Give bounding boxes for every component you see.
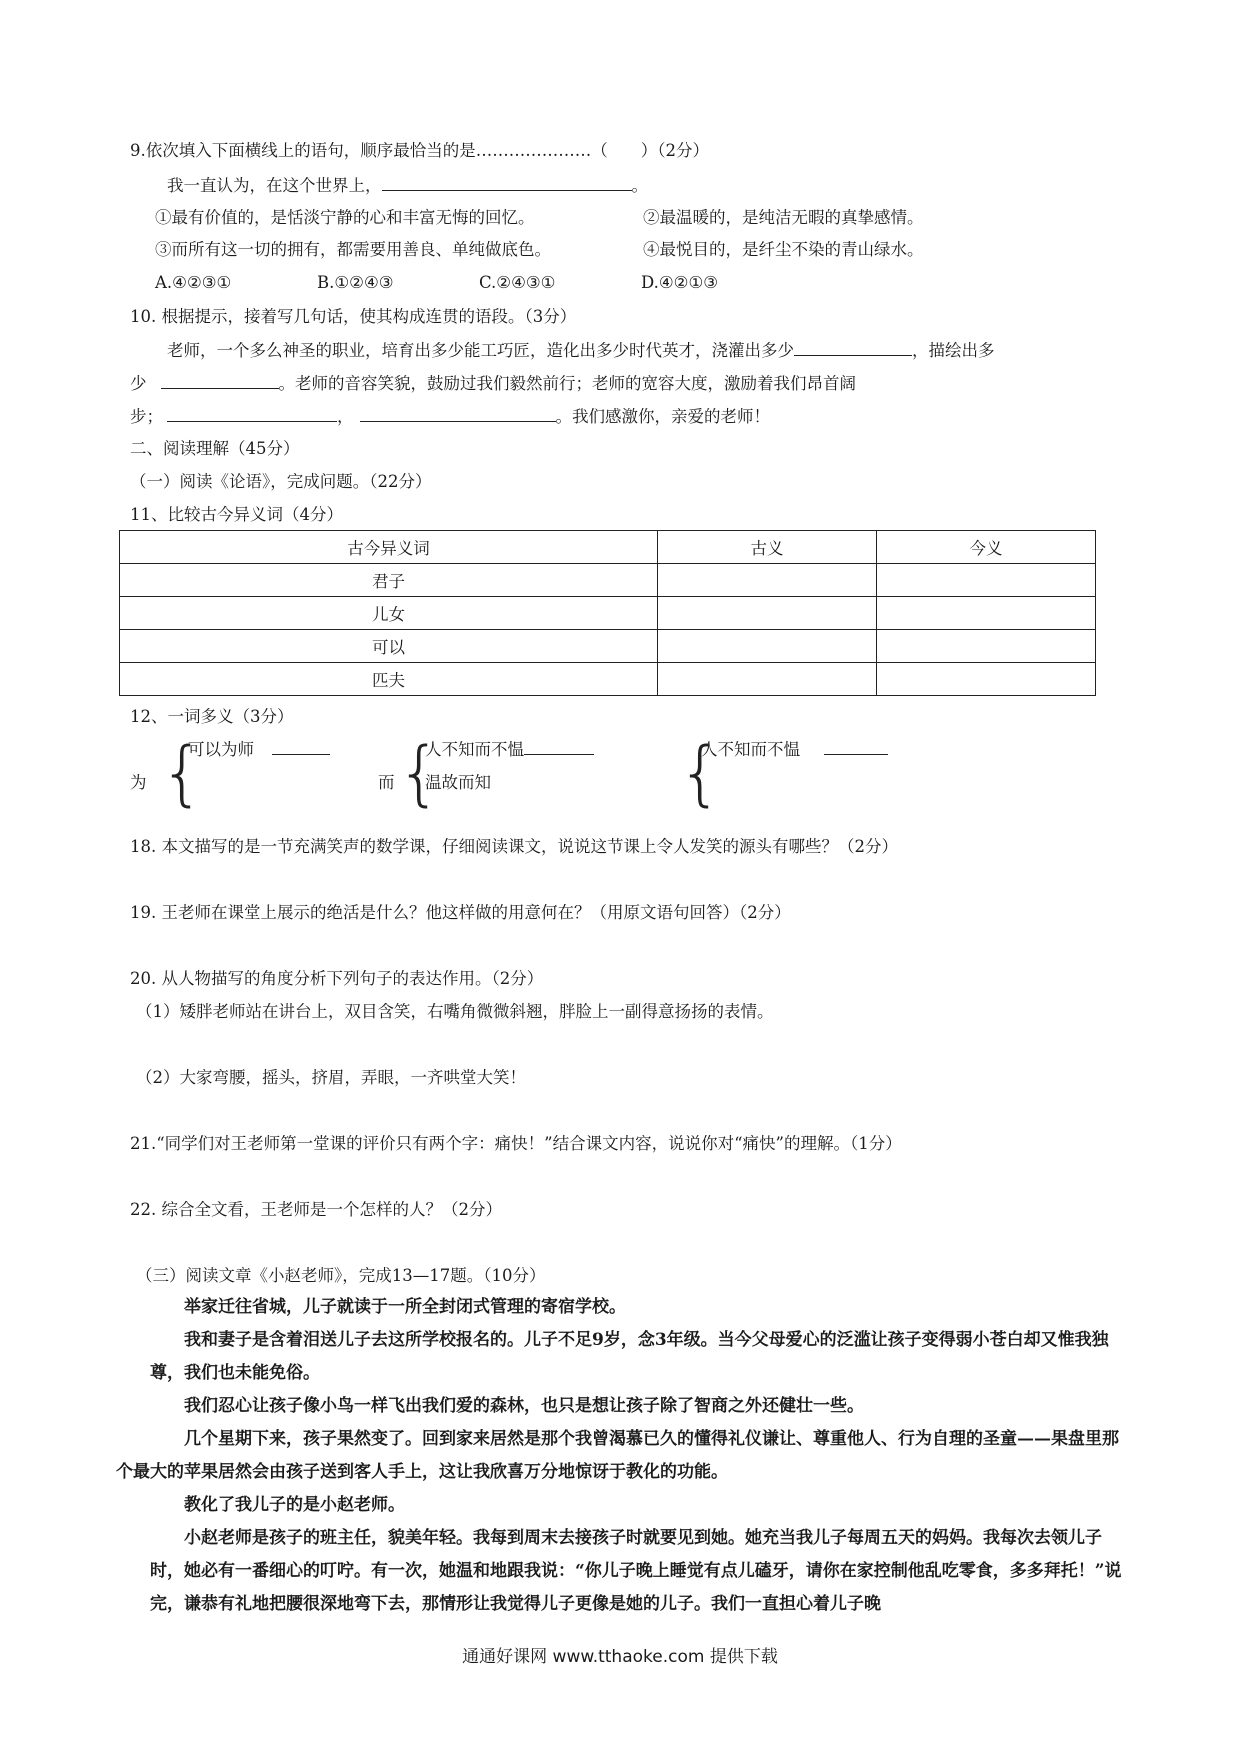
q10-blank-1[interactable] — [794, 339, 912, 356]
q10-line-3-head: 步； — [130, 407, 163, 426]
table-word-cell: 匹夫 — [120, 663, 658, 696]
q12-wei-label: 为 — [130, 773, 147, 792]
table-row — [120, 564, 1096, 597]
q9-option-4: ④最悦目的，是纤尘不染的青山绿水。 — [643, 240, 924, 259]
q9-prompt-after: 。 — [631, 176, 648, 195]
q9-answer-blank[interactable] — [382, 174, 632, 191]
table-answer-cell[interactable] — [657, 564, 876, 597]
table-word-cell: 可以 — [120, 630, 658, 663]
q21: 21.“同学们对王老师第一堂课的评价只有两个字：痛快！”结合课文内容，说说你对“痛快”的理解。（1分） — [130, 1134, 902, 1153]
page-footer: 通通好课网 www.tthaoke.com 提供下载 — [462, 1647, 778, 1667]
q12-group-3-item-1-text: 人不知而不愠 — [701, 740, 800, 759]
q11-table — [119, 530, 1096, 696]
table-header-cell: 古义 — [657, 531, 876, 564]
table-header-cell: 今义 — [876, 531, 1095, 564]
q12-wei-item-1-text: 可以为师 — [188, 740, 254, 759]
table-row — [120, 663, 1096, 696]
q10-line-2 — [130, 372, 856, 395]
section-2-heading: 二、阅读理解（45分） — [130, 439, 300, 458]
q10-line-1-text: 老师，一个多么神圣的职业，培育出多少能工巧匠，造化出多少时代英才，浇灌出多少 — [167, 341, 794, 360]
table-word-cell: 儿女 — [120, 597, 658, 630]
q10-line-2-head: 少 — [130, 374, 147, 393]
q22: 22. 综合全文看，王老师是一个怎样的人？（2分） — [130, 1200, 502, 1219]
q9-option-2: ②最温暖的，是纯洁无暇的真挚感情。 — [643, 208, 924, 227]
article-paragraph: 小赵老师是孩子的班主任，貌美年轻。我每到周末去接孩子时就要见到她。她充当我儿子每周五天的妈妈。我每次去领儿子时，她必有一番细心的叮咛。有一次，她温和地跟我说：“你儿子晚上睡觉有点儿磕牙，请你在家控制他乱吃零食，多多拜托！”说完，谦恭有礼地把腰很深地弯下去，那情形让我觉得儿子更像是她的儿子。我们一直担心着儿子晚 — [150, 1528, 1122, 1614]
q9-choice-a: A.④②③① — [155, 273, 232, 292]
q10-line-3-comma: ， — [337, 407, 354, 426]
q19: 19. 王老师在课堂上展示的绝活是什么？他这样做的用意何在？（用原文语句回答）（2分） — [130, 903, 791, 922]
q10-line-1 — [167, 339, 995, 362]
q9-choice-c: C.②④③① — [479, 273, 556, 292]
table-row — [120, 630, 1096, 663]
q20-sentence-1: （1）矮胖老师站在讲台上，双目含笑，右嘴角微微斜翘，胖脸上一副得意扬扬的表情。 — [136, 1002, 774, 1021]
q9-choice-d: D.④②①③ — [641, 273, 719, 292]
article-body — [116, 1291, 1125, 1621]
left-brace-icon: { — [678, 732, 723, 814]
table-word-cell: 君子 — [120, 564, 658, 597]
q12-er-item-1 — [425, 738, 594, 761]
table-answer-cell[interactable] — [876, 564, 1095, 597]
q12-er-item-2: 温故而知 — [425, 773, 491, 792]
article-paragraph: 我和妻子是含着泪送儿子去这所学校报名的。儿子不足9岁，念3年级。当今父母爱心的泛滥让孩子变得弱小苍白却又惟我独尊，我们也未能免俗。 — [150, 1330, 1109, 1383]
article-paragraph: 教化了我儿子的是小赵老师。 — [184, 1495, 405, 1515]
q10-line-2-text: 。老师的音容笑貌，鼓励过我们毅然前行；老师的宽容大度，激励着我们昂首阔 — [278, 374, 856, 393]
left-brace-icon: { — [160, 732, 205, 814]
q12-group-3-blank-1[interactable] — [824, 738, 888, 755]
q10-blank-2[interactable] — [161, 372, 279, 389]
q9-option-3: ③而所有这一切的拥有，都需要用善良、单纯做底色。 — [155, 240, 551, 259]
q12-wei-blank-1[interactable] — [272, 738, 330, 755]
q12-er-item-1-text: 人不知而不愠 — [425, 740, 524, 759]
q12-stem: 12、一词多义（3分） — [130, 707, 294, 726]
q12-wei-item-1 — [188, 738, 330, 761]
q10-blank-3[interactable] — [167, 405, 337, 422]
q9-prompt — [167, 174, 648, 197]
table-answer-cell[interactable] — [657, 630, 876, 663]
table-row — [120, 597, 1096, 630]
q10-line-3 — [130, 405, 770, 428]
q9-option-1: ①最有价值的，是恬淡宁静的心和丰富无悔的回忆。 — [155, 208, 535, 227]
q9-prompt-before: 我一直认为，在这个世界上， — [167, 176, 382, 195]
table-header-cell: 古今异义词 — [120, 531, 658, 564]
q20-sentence-2: （2）大家弯腰，摇头，挤眉，弄眼，一齐哄堂大笑！ — [136, 1068, 526, 1087]
table-answer-cell[interactable] — [876, 630, 1095, 663]
table-answer-cell[interactable] — [657, 597, 876, 630]
q9-stem: 9.依次填入下面横线上的语句，顺序最恰当的是…………………（ ）（2分） — [130, 141, 709, 160]
q18: 18. 本文描写的是一节充满笑声的数学课，仔细阅读课文，说说这节课上令人发笑的源头有哪些？（2分） — [130, 837, 898, 856]
q10-line-1-tail: ，描绘出多 — [912, 341, 995, 360]
article-paragraph: 我们忍心让孩子像小鸟一样飞出我们爱的森林，也只是想让孩子除了智商之外还健壮一些。 — [184, 1396, 864, 1416]
q12-er-blank-1[interactable] — [524, 738, 594, 755]
article-paragraph: 举家迁往省城，儿子就读于一所全封闭式管理的寄宿学校。 — [184, 1297, 626, 1317]
article-paragraph: 几个星期下来，孩子果然变了。回到家来居然是那个我曾渴慕已久的懂得礼仪谦让、尊重他人、行为自理的圣童——果盘里那个最大的苹果居然会由孩子送到客人手上，这让我欣喜万分地惊讶于教化的功能。 — [116, 1429, 1119, 1482]
table-header-row — [120, 531, 1096, 564]
q11-stem: 11、比较古今异义词（4分） — [130, 505, 343, 524]
q20-stem: 20. 从人物描写的角度分析下列句子的表达作用。（2分） — [130, 969, 544, 988]
q10-line-3-tail: 。我们感激你，亲爱的老师！ — [555, 407, 770, 426]
left-brace-icon: { — [397, 732, 442, 814]
subsection-1-heading: （一）阅读《论语》，完成问题。（22分） — [130, 472, 432, 491]
q10-blank-4[interactable] — [360, 405, 556, 422]
table-answer-cell[interactable] — [876, 597, 1095, 630]
subsection-3-heading: （三）阅读文章《小赵老师》，完成13—17题。（10分） — [136, 1266, 546, 1285]
q9-choice-b: B.①②④③ — [317, 273, 394, 292]
table-answer-cell[interactable] — [657, 663, 876, 696]
q12-group-3-item-1 — [701, 738, 888, 761]
q10-stem: 10. 根据提示，接着写几句话，使其构成连贯的语段。（3分） — [130, 307, 577, 326]
table-answer-cell[interactable] — [876, 663, 1095, 696]
q12-er-label: 而 — [378, 773, 395, 792]
